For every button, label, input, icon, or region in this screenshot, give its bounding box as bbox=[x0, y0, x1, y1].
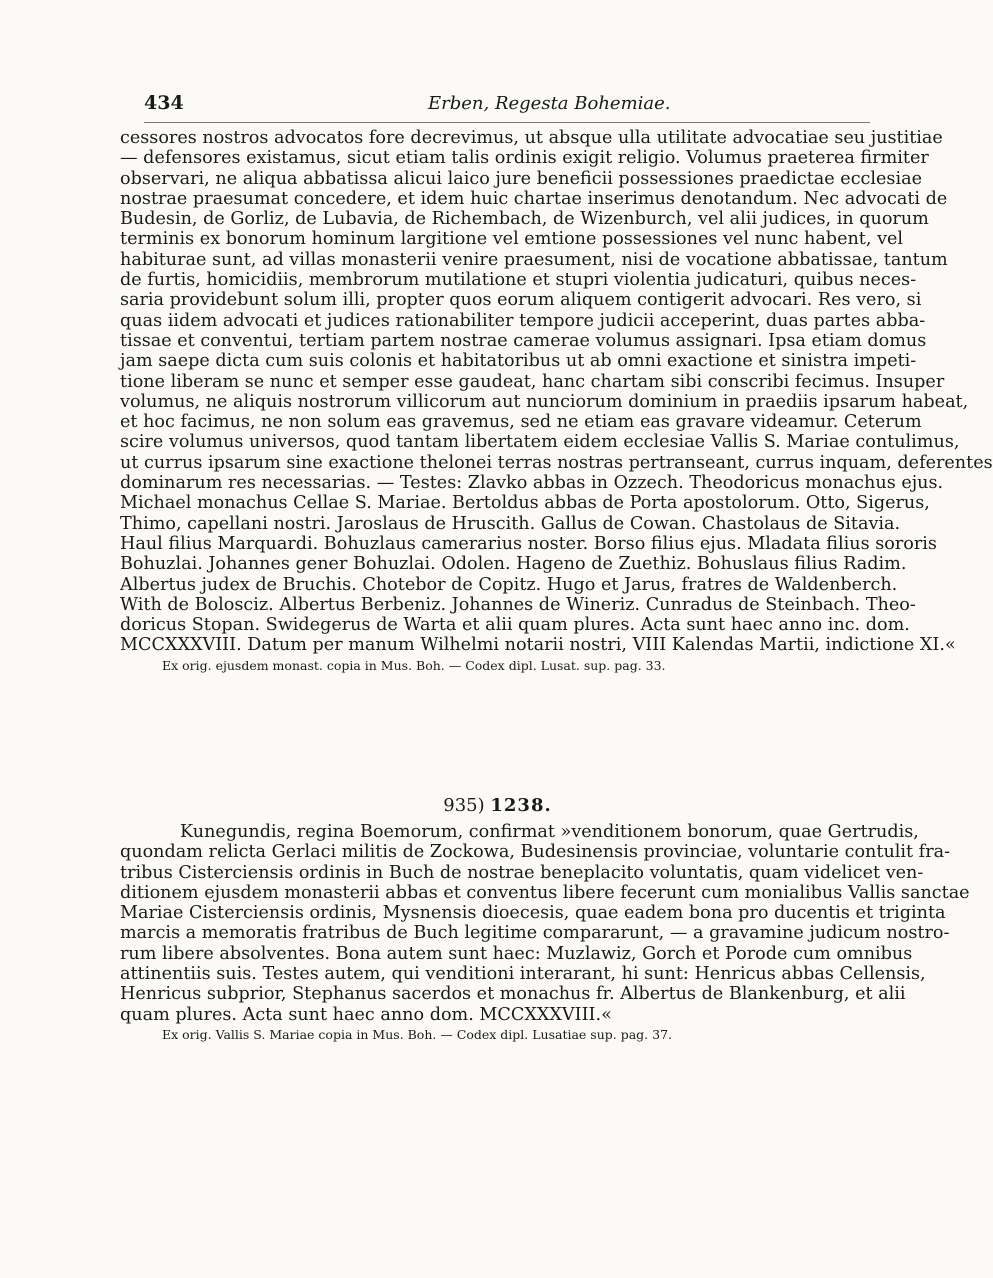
text-line: cessores nostros advocatos fore decrevimus, ut absque ulla utilitate advocatiae seu justitiae bbox=[120, 128, 943, 148]
header-rule bbox=[144, 122, 870, 123]
entry-number: 935) bbox=[443, 795, 485, 816]
text-line: attinentiis suis. Testes autem, qui venditioni interarant, hi sunt: Henricus abbas Cellensis, bbox=[120, 964, 926, 985]
entry-heading bbox=[120, 795, 875, 816]
entry-934-text bbox=[120, 128, 993, 676]
text-line: ditionem ejusdem monasterii abbas et conventus libere fecerunt cum monialibus Vallis sanctae bbox=[120, 882, 970, 903]
text-line: Haul filius Marquardi. Bohuzlaus camerarius noster. Borso filius ejus. Mladata filius sororis bbox=[120, 533, 937, 554]
text-line: scire volumus universos, quod tantam libertatem eidem ecclesiae Vallis S. Mariae contulimus, bbox=[120, 432, 960, 453]
text-line: ut currus ipsarum sine exactione thelonei terras nostras pertranseant, currus inquam, deferentes bbox=[120, 452, 993, 473]
text-line: quas iidem advocati et judices rationabiliter tempore judicii acceperint, duas partes abba- bbox=[120, 310, 926, 331]
text-line: MCCXXXVIII. Datum per manum Wilhelmi notarii nostri, VIII Kalendas Martii, indictione XI.« bbox=[120, 635, 956, 656]
text-line: Michael monachus Cellae S. Mariae. Bertoldus abbas de Porta apostolorum. Otto, Sigerus, bbox=[120, 493, 930, 514]
text-line: Budesin, de Gorliz, de Lubavia, de Richembach, de Wizenburch, vel alii judices, in quorum bbox=[120, 209, 929, 230]
text-line: et hoc facimus, ne non solum eas gravemus, sed ne etiam eas gravare videamur. Ceterum bbox=[120, 412, 922, 433]
text-line: terminis ex bonorum hominum largitione vel emtione possessiones vel nunc habent, vel bbox=[120, 229, 904, 250]
text-line: tione liberam se nunc et semper esse gaudeat, hanc chartam sibi conscribi fecimus. Insuper bbox=[120, 371, 945, 392]
page-number: 434 bbox=[144, 92, 184, 114]
text-line: nostrae praesumat concedere, et idem huic chartae inserimus denotandum. Nec advocati de bbox=[120, 188, 948, 209]
text-line: tissae et conventui, tertiam partem nostrae camerae volumus assignari. Ipsa etiam domus bbox=[120, 330, 927, 351]
text-line: quondam relicta Gerlaci militis de Zockowa, Budesinensis provinciae, voluntarie contulit fra- bbox=[120, 842, 951, 863]
text-line: volumus, ne aliquis nostrorum villicorum aut nunciorum dominium in praediis ipsarum habeat, bbox=[120, 391, 969, 412]
text-line: marcis a memoratis fratribus de Buch legitime compararunt, — a gravamine judicum nostro- bbox=[120, 923, 950, 944]
text-line: Henricus subprior, Stephanus sacerdos et monachus fr. Albertus de Blankenburg, et alii bbox=[120, 984, 906, 1005]
entry-935-text bbox=[120, 822, 970, 1045]
text-line: With de Bolosciz. Albertus Berbeniz. Johannes de Wineriz. Cunradus de Steinbach. Theo- bbox=[120, 594, 916, 615]
page-header bbox=[144, 92, 864, 122]
text-line: habiturae sunt, ad villas monasterii venire praesument, nisi de vocatione abbatissae, tantum bbox=[120, 249, 948, 270]
text-line: rum libere absolventes. Bona autem sunt haec: Muzlawiz, Gorch et Porode cum omnibus bbox=[120, 943, 913, 964]
text-line: Thimo, capellani nostri. Jaroslaus de Hruscith. Gallus de Cowan. Chastolaus de Sitavia. bbox=[120, 513, 901, 534]
text-line: Bohuzlai. Johannes gener Bohuzlai. Odolen. Hageno de Zuethiz. Bohuslaus filius Radim. bbox=[120, 554, 907, 575]
running-head: Erben, Regesta Bohemiae. bbox=[428, 93, 671, 114]
text-line: saria providebunt solum illi, propter quos eorum aliquem contigerit advocari. Res vero, si bbox=[120, 290, 922, 311]
text-line: observari, ne aliqua abbatissa alicui laico jure beneficii possessiones praedictae ecclesiae bbox=[120, 168, 922, 189]
text-line: tribus Cisterciensis ordinis in Buch de nostrae beneplacito voluntatis, quam videlicet ven- bbox=[120, 862, 924, 883]
text-line: Kunegundis, regina Boemorum, confirmat »venditionem bonorum, quae Gertrudis, bbox=[180, 822, 919, 842]
text-line: doricus Stopan. Swidegerus de Warta et alii quam plures. Acta sunt haec anno inc. dom. bbox=[120, 615, 910, 636]
source-note: Ex orig. Vallis S. Mariae copia in Mus. Boh. — Codex dipl. Lusatiae sup. pag. 37. bbox=[162, 1026, 673, 1042]
text-line: Albertus judex de Bruchis. Chotebor de Copitz. Hugo et Jarus, fratres de Waldenberch. bbox=[120, 574, 898, 595]
source-note: Ex orig. ejusdem monast. copia in Mus. Boh. — Codex dipl. Lusat. sup. pag. 33. bbox=[162, 657, 666, 673]
text-line: de furtis, homicidiis, membrorum mutilatione et stupri violentia judicaturi, quibus neces- bbox=[120, 270, 917, 291]
text-line: quam plures. Acta sunt haec anno dom. MCCXXXVIII.« bbox=[120, 1004, 612, 1025]
text-line: — defensores existamus, sicut etiam talis ordinis exigit religio. Volumus praeterea firmiter bbox=[120, 148, 929, 169]
entry-year: 1238. bbox=[490, 795, 552, 816]
text-line: Mariae Cisterciensis ordinis, Mysnensis dioecesis, quae eadem bona pro ducentis et triginta bbox=[120, 903, 946, 924]
text-line: jam saepe dicta cum suis colonis et habitatoribus ut ab omni exactione et sinistra impeti- bbox=[120, 351, 917, 372]
text-line: dominarum res necessarias. — Testes: Zlavko abbas in Ozzech. Theodoricus monachus ejus. bbox=[120, 473, 944, 494]
